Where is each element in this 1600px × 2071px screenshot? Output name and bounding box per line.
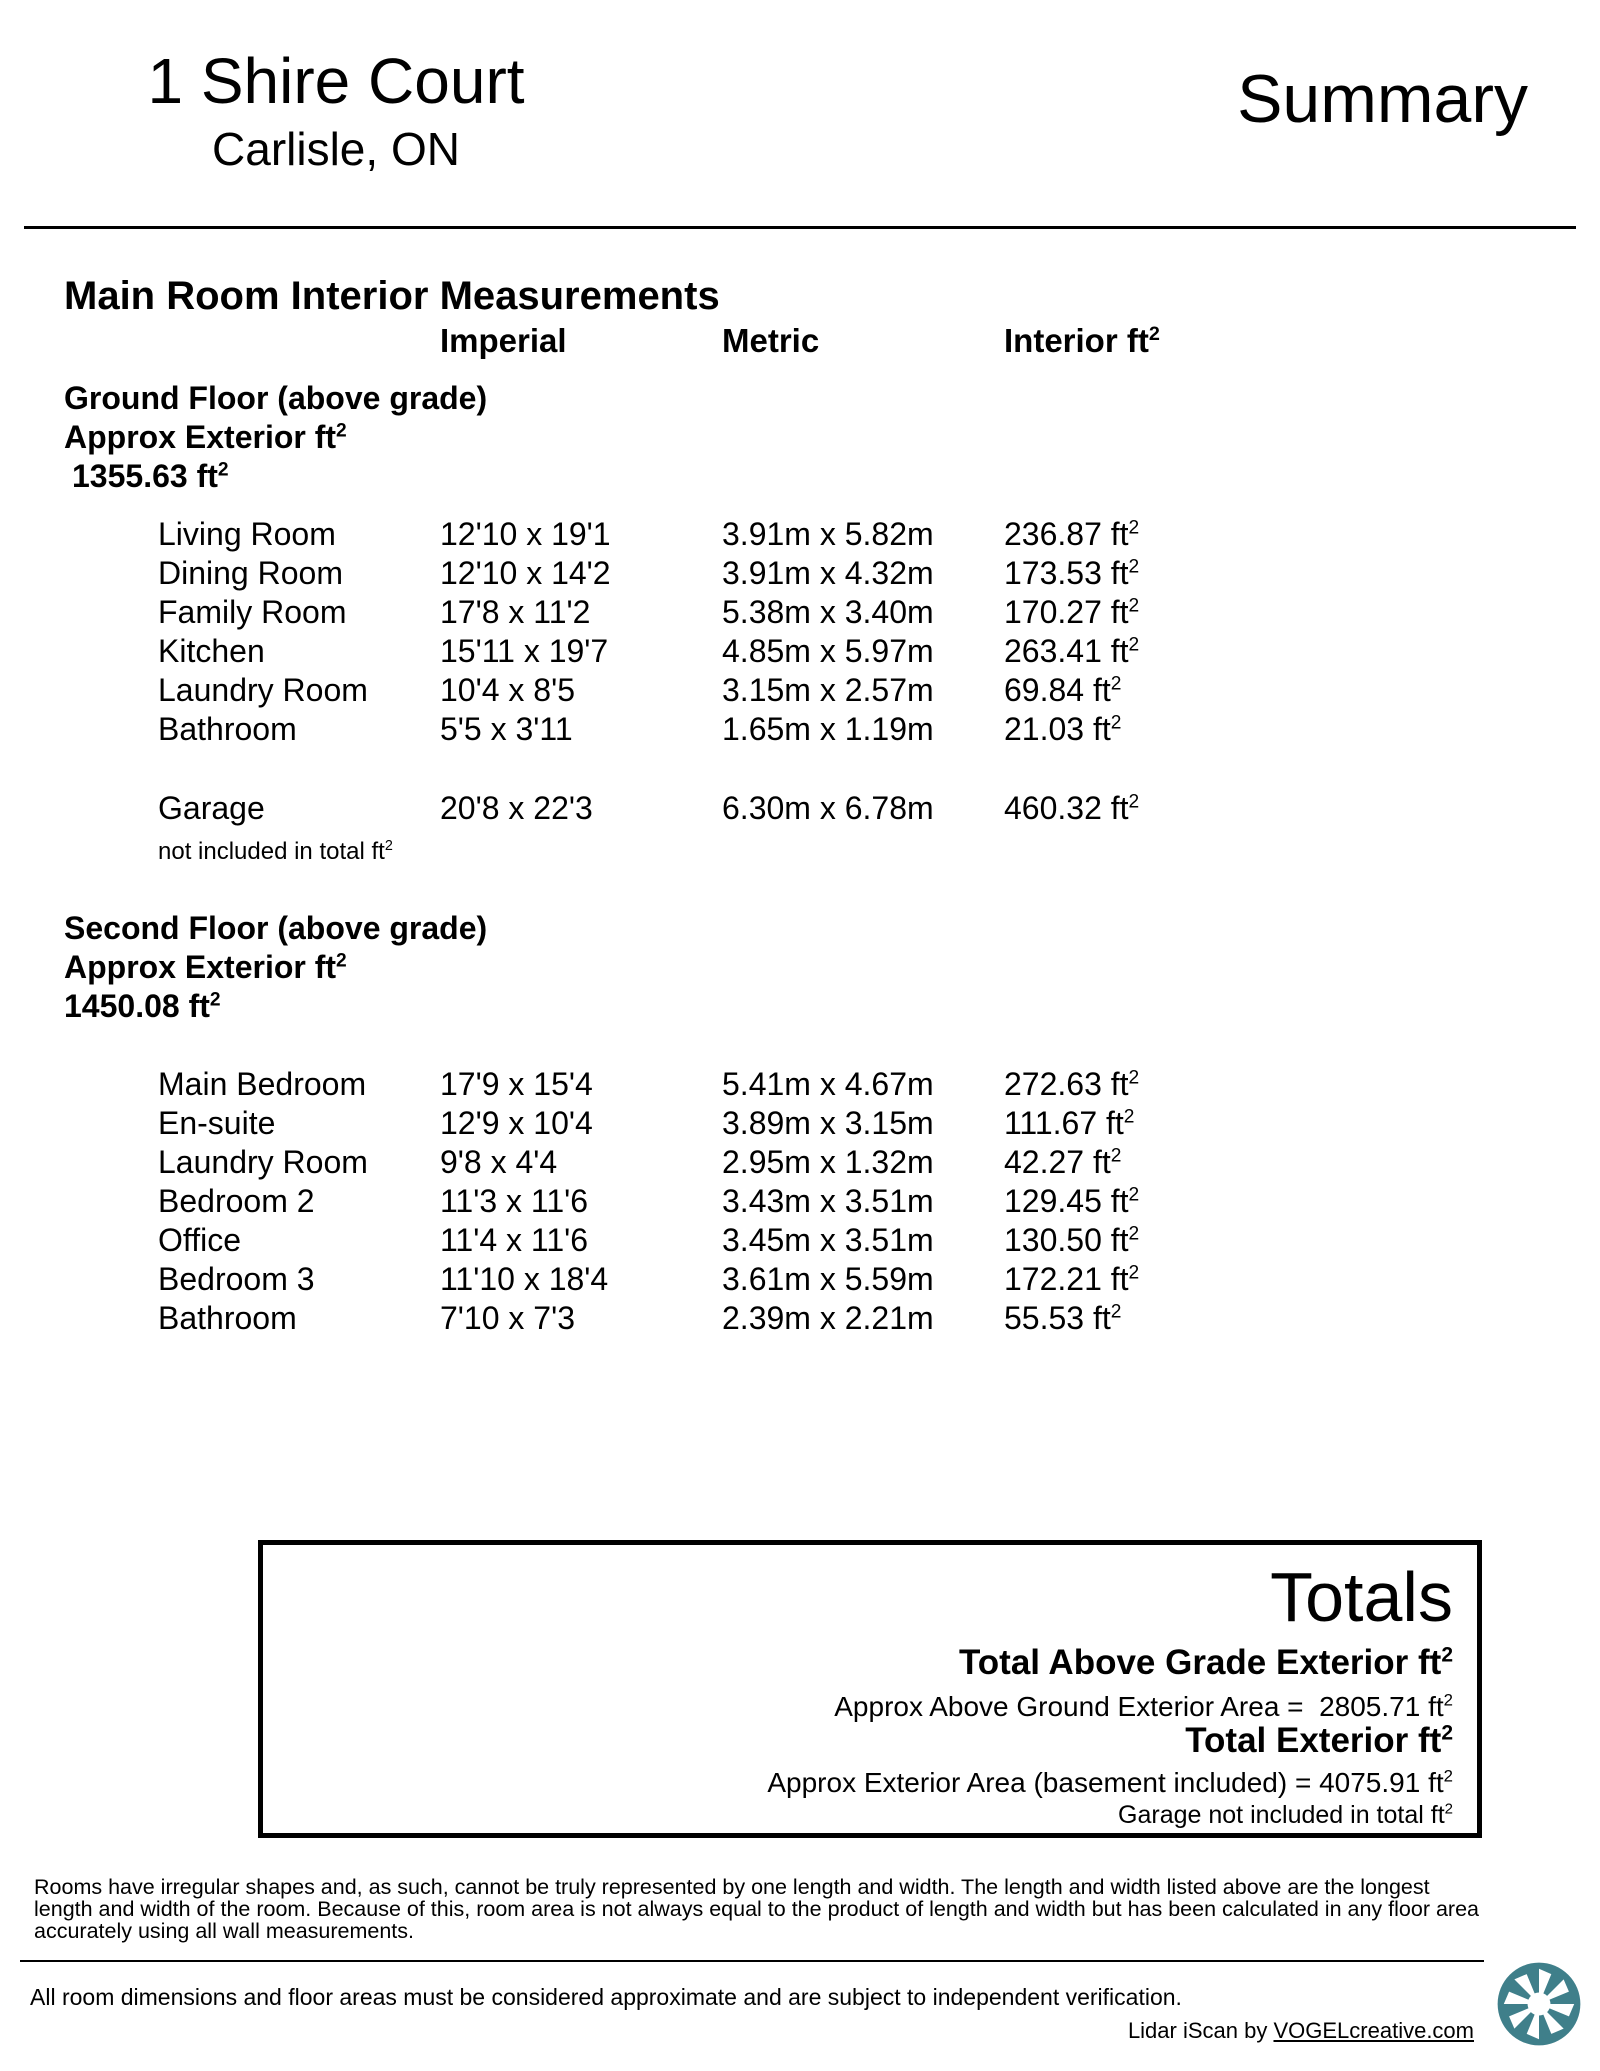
room-name: Bedroom 3 bbox=[158, 1261, 315, 1297]
room-name: Bedroom 2 bbox=[158, 1183, 315, 1219]
room-metric: 4.85m x 5.97m bbox=[722, 633, 934, 669]
room-area: 236.87 $ft^2$ bbox=[1004, 516, 1140, 552]
room-metric: 2.95m x 1.32m bbox=[722, 1144, 934, 1180]
room-name: Bathroom bbox=[158, 1300, 297, 1336]
floor-title-second: Second Floor (above grade) bbox=[64, 910, 488, 946]
room-metric: 3.61m x 5.59m bbox=[722, 1261, 934, 1297]
room-row bbox=[158, 555, 1258, 595]
room-imperial: 17'9 x 15'4 bbox=[440, 1066, 593, 1102]
room-name: Dining Room bbox=[158, 555, 343, 591]
disclaimer-text: Rooms have irregular shapes and, as such, cannot be truly represented by one length and width. The length and width listed above are the longest length and width of the room. Because of this, room area is not always equal to the product of length and width but has been calculated in any floor area accurately using all wall measurements. bbox=[34, 1875, 1479, 1943]
room-metric: 3.91m x 4.32m bbox=[722, 555, 934, 591]
room-name: Bathroom bbox=[158, 711, 297, 747]
room-name: Office bbox=[158, 1222, 241, 1258]
room-area: 111.67 $ft^2$ bbox=[1004, 1105, 1135, 1141]
room-imperial: 15'11 x 19'7 bbox=[440, 633, 609, 669]
room-imperial: 10'4 x 8'5 bbox=[440, 672, 575, 708]
garage-row bbox=[158, 790, 1258, 830]
approximation-note: All room dimensions and floor areas must be considered approximate and are subject to independent verification. bbox=[30, 1984, 1182, 2010]
garage-note: not included in total $ft^2$ bbox=[158, 838, 393, 865]
credit-line: Lidar iScan by VOGELcreative.com bbox=[1127, 2018, 1474, 2043]
room-name: Laundry Room bbox=[158, 1144, 368, 1180]
room-name: Kitchen bbox=[158, 633, 265, 669]
header-divider bbox=[24, 226, 1576, 229]
room-row bbox=[158, 672, 1258, 712]
room-row bbox=[158, 633, 1258, 673]
section-title: Main Room Interior Measurements bbox=[64, 274, 720, 318]
footer-divider bbox=[20, 1960, 1484, 1962]
room-area: 172.21 $ft^2$ bbox=[1004, 1261, 1140, 1297]
floor-exterior-label-second: Approx Exterior $ft^2$ bbox=[64, 949, 347, 985]
room-imperial: 11'4 x 11'6 bbox=[440, 1222, 589, 1258]
room-imperial: 12'10 x 14'2 bbox=[440, 555, 611, 591]
totals-heading: Totals bbox=[1270, 1558, 1453, 1636]
room-area: 21.03 $ft^2$ bbox=[1004, 711, 1122, 747]
room-area: 272.63 $ft^2$ bbox=[1004, 1066, 1140, 1102]
room-row bbox=[158, 1222, 1258, 1262]
room-row bbox=[158, 516, 1258, 556]
total-above-grade-title: Total Above Grade Exterior $ft^2$ bbox=[959, 1643, 1453, 1682]
room-row bbox=[158, 1261, 1258, 1301]
room-imperial: 12'10 x 19'1 bbox=[440, 516, 611, 552]
page-title: Summary bbox=[1237, 61, 1528, 137]
room-area: 170.27 $ft^2$ bbox=[1004, 594, 1140, 630]
aperture-logo-icon bbox=[1495, 1960, 1583, 2048]
column-header-interior: Interior $ft^2$ bbox=[1004, 322, 1160, 359]
room-name: Laundry Room bbox=[158, 672, 368, 708]
column-header-imperial: Imperial bbox=[440, 322, 567, 359]
column-header-metric: Metric bbox=[722, 322, 820, 359]
room-imperial: 11'3 x 11'6 bbox=[440, 1183, 589, 1219]
total-above-grade-value: 2805.71 ft bbox=[1319, 1691, 1444, 1722]
totals-box bbox=[258, 1540, 1482, 1838]
room-imperial: 20'8 x 22'3 bbox=[440, 790, 593, 826]
room-imperial: 9'8 x 4'4 bbox=[440, 1144, 558, 1180]
floor-exterior-value-ground: 1355.63 $ft^2$ bbox=[72, 458, 229, 494]
room-metric: 3.15m x 2.57m bbox=[722, 672, 934, 708]
total-exterior-title: Total Exterior $ft^2$ bbox=[1185, 1721, 1453, 1760]
room-metric: 5.41m x 4.67m bbox=[722, 1066, 934, 1102]
room-area: 130.50 $ft^2$ bbox=[1004, 1222, 1140, 1258]
room-area: 55.53 $ft^2$ bbox=[1004, 1300, 1122, 1336]
room-area: 263.41 $ft^2$ bbox=[1004, 633, 1140, 669]
total-exterior-line: Approx Exterior Area (basement included) = 4075.91 $ft^2$ bbox=[767, 1766, 1453, 1798]
room-row bbox=[158, 711, 1258, 751]
room-row bbox=[158, 1144, 1258, 1184]
room-area: 129.45 $ft^2$ bbox=[1004, 1183, 1140, 1219]
room-row bbox=[158, 1183, 1258, 1223]
address-line-1: 1 Shire Court bbox=[147, 45, 525, 117]
room-area: 460.32 $ft^2$ bbox=[1004, 790, 1140, 826]
room-metric: 5.38m x 3.40m bbox=[722, 594, 934, 630]
room-imperial: 7'10 x 7'3 bbox=[440, 1300, 575, 1336]
room-name: Main Bedroom bbox=[158, 1066, 367, 1102]
room-metric: 3.45m x 3.51m bbox=[722, 1222, 934, 1258]
vogel-link[interactable]: VOGELcreative.com bbox=[1273, 2018, 1474, 2043]
room-imperial: 11'10 x 18'4 bbox=[440, 1261, 609, 1297]
room-metric: 6.30m x 6.78m bbox=[722, 790, 934, 826]
room-metric: 1.65m x 1.19m bbox=[722, 711, 934, 747]
room-metric: 3.43m x 3.51m bbox=[722, 1183, 934, 1219]
room-metric: 3.91m x 5.82m bbox=[722, 516, 934, 552]
room-name: En-suite bbox=[158, 1105, 276, 1141]
room-row bbox=[158, 1300, 1258, 1340]
room-area: 173.53 $ft^2$ bbox=[1004, 555, 1140, 591]
room-name: Living Room bbox=[158, 516, 336, 552]
room-area: 42.27 $ft^2$ bbox=[1004, 1144, 1122, 1180]
room-metric: 2.39m x 2.21m bbox=[722, 1300, 934, 1336]
address-line-2: Carlisle, ON bbox=[212, 123, 460, 175]
room-imperial: 17'8 x 11'2 bbox=[440, 594, 591, 630]
room-name: Family Room bbox=[158, 594, 347, 630]
floor-exterior-label-ground: Approx Exterior $ft^2$ bbox=[64, 419, 347, 455]
floor-title-ground: Ground Floor (above grade) bbox=[64, 380, 488, 416]
total-exterior-value: 4075.91 ft bbox=[1319, 1767, 1444, 1798]
total-above-grade-line: Approx Above Ground Exterior Area = 2805.71 $ft^2$ bbox=[834, 1690, 1453, 1722]
room-imperial: 5'5 x 3'11 bbox=[440, 711, 573, 747]
room-name: Garage bbox=[158, 790, 265, 826]
totals-garage-note: Garage not included in total $ft^2$ bbox=[1118, 1800, 1453, 1829]
room-row bbox=[158, 1105, 1258, 1145]
room-metric: 3.89m x 3.15m bbox=[722, 1105, 934, 1141]
room-area: 69.84 $ft^2$ bbox=[1004, 672, 1122, 708]
room-row bbox=[158, 1066, 1258, 1106]
floor-exterior-value-second: 1450.08 $ft^2$ bbox=[64, 988, 221, 1024]
room-imperial: 12'9 x 10'4 bbox=[440, 1105, 593, 1141]
room-row bbox=[158, 594, 1258, 634]
